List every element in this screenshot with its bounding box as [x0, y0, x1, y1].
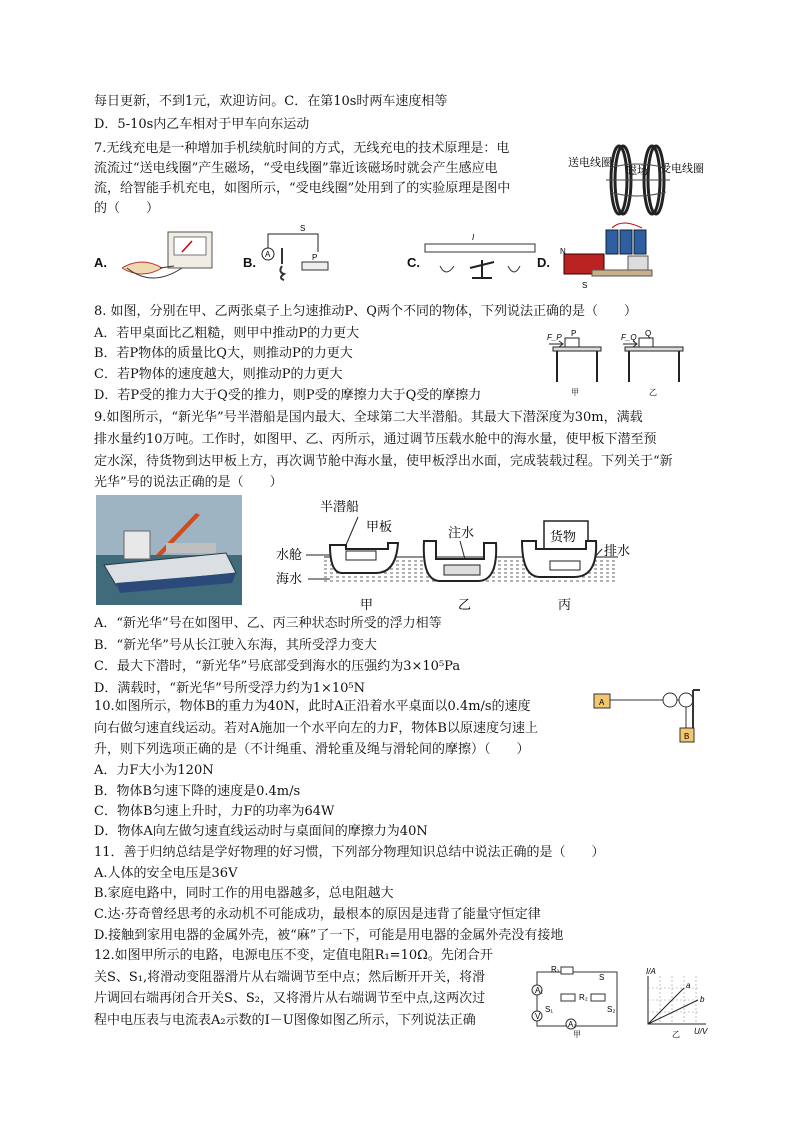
q8-option-c[interactable]: C．若P物体的速度越大，则推动P的力更大 [94, 367, 343, 382]
label-semi-submersible: 半潜船 [320, 500, 360, 515]
svg-text:S: S [599, 973, 605, 982]
svg-text:甲: 甲 [573, 1030, 581, 1038]
svg-text:R₂: R₂ [579, 993, 588, 1002]
ship-photo [96, 495, 242, 605]
send-coil-label: 送电线圈 [568, 157, 612, 169]
q11-option-d[interactable]: D.接触到家用电器的金属外壳，被“麻”了一下，可能是用电器的金属外壳没有接地 [94, 928, 564, 943]
q9-option-a[interactable]: A．“新光华”号在如图甲、乙、丙三种状态时所受的浮力相等 [94, 616, 442, 631]
q9-option-d[interactable]: D．满载时，“新光华”号所受浮力约为1×10⁵N [94, 681, 366, 696]
label-deck: 甲板 [366, 520, 393, 535]
q7-line: 流，给智能手机充电，如图所示，“受电线圈”处用到了的实验原理是图中 [94, 181, 511, 196]
q10-option-d[interactable]: D．物体A向左做匀速直线运动时与桌面间的摩擦力为40N [94, 824, 428, 839]
q12-stem: 片调回右端再闭合开关S、S₂，又将滑片从右端调节至中点,这两次过 [94, 991, 486, 1006]
svg-text:B: B [684, 732, 690, 741]
svg-text:U/V: U/V [694, 1027, 708, 1036]
q7-coil-figure [566, 142, 706, 217]
q11-option-c[interactable]: C.达·芬奇曾经思考的永动机不可能成功，最根本的原因是违背了能量守恒定律 [94, 907, 541, 922]
svg-text:I/A: I/A [646, 967, 656, 976]
q8-tables-figure [545, 330, 690, 400]
q7-option-a-figure [112, 228, 222, 288]
text-line: D．5-10s内乙车相对于甲车向东运动 [94, 117, 310, 132]
svg-text:N: N [560, 247, 566, 256]
svg-text:S: S [582, 281, 588, 290]
q10-option-b[interactable]: B．物体B匀速下降的速度是0.4m/s [94, 784, 301, 799]
svg-text:P: P [571, 330, 577, 338]
q8-option-d[interactable]: D．若P受的推力大于Q受的推力，则P受的摩擦力大于Q受的摩擦力 [94, 388, 482, 403]
q9-stem: 排水量约10万吨。工作时，如图甲、乙、丙所示，通过调节压载水舱中的海水量，使甲板下潜至预 [94, 432, 657, 447]
q12-stem: 12.如图甲所示的电路，电源电压不变，定值电阻R₁=10Ω。先闭合开 [94, 948, 493, 963]
q10-option-a[interactable]: A．力F大小为120N [94, 763, 214, 778]
q7-option-c[interactable]: C. [407, 255, 420, 270]
q9-semi-submersible-diagram [270, 497, 630, 615]
q9-stem: 光华”号的说法正确的是（ ） [94, 475, 283, 490]
text-line: 每日更新，不到1元，欢迎访问。C．在第10s时两车速度相等 [94, 94, 448, 109]
q10-stem: 10.如图所示，物体B的重力为40N，此时A正沿着水平桌面以0.4m/s的速度 [94, 699, 531, 714]
q10-stem: 向右做匀速直线运动。若对A施加一个水平向左的力F，物体B以原速度匀速上 [94, 721, 538, 736]
q8-stem: 8. 如图，分别在甲、乙两张桌子上匀速推动P、Q两个不同的物体，下列说法正确的是（ ） [94, 304, 637, 319]
label-bing: 丙 [558, 598, 572, 613]
q9-stem: 9.如图所示，“新光华”号半潜船是国内最大、全球第二大半潜船。其最大下潜深度为30m，满载 [94, 410, 643, 425]
q10-pulley-figure [590, 688, 715, 750]
label-yi: 乙 [458, 598, 472, 613]
q11-option-a[interactable]: A.人体的安全电压是36V [94, 866, 238, 881]
svg-text:A₂: A₂ [568, 1020, 577, 1029]
svg-text:A: A [265, 250, 271, 259]
label-sea: 海水 [276, 572, 303, 587]
svg-text:F_Q: F_Q [621, 333, 637, 342]
q7-option-d-figure [552, 220, 672, 292]
q7-line: 的（ ） [94, 201, 160, 216]
q12-stem: 程中电压表与电流表A₂示数的I－U图像如图乙所示，下列说法正确 [94, 1013, 476, 1028]
svg-text:b: b [700, 995, 705, 1004]
q7-line: 7.无线充电是一种增加手机续航时间的方式，无线充电的技术原理是：电 [94, 141, 510, 156]
receive-coil-label: 受电线圈 [660, 163, 704, 175]
svg-text:F_P: F_P [547, 333, 562, 342]
svg-text:A₁: A₁ [535, 986, 544, 995]
field-label: 磁场 [626, 165, 648, 177]
q12-iu-graph [636, 966, 712, 1038]
svg-text:P: P [312, 253, 318, 262]
svg-text:S₁: S₁ [545, 1005, 554, 1014]
label-cabin: 水舱 [276, 548, 303, 563]
q11-stem: 11．善于归纳总结是学好物理的好习惯，下列部分物理知识总结中说法正确的是（ ） [94, 845, 605, 860]
svg-text:a: a [686, 981, 691, 990]
svg-text:S₂: S₂ [607, 1005, 616, 1014]
q7-option-a[interactable]: A. [94, 255, 107, 270]
q9-stem: 定水深，待货物到达甲板上方，再次调节舱中海水量，使甲板浮出水面，完成装载过程。下列关于“新 [94, 454, 673, 469]
q10-option-c[interactable]: C．物体B匀速上升时，力F的功率为64W [94, 804, 335, 819]
svg-text:I: I [472, 233, 475, 242]
label-drain: 排水 [604, 544, 630, 559]
label-cargo: 货物 [550, 530, 577, 545]
q7-line: 流流过“送电线圈”产生磁场，“受电线圈”靠近该磁场时就会产生感应电 [94, 161, 498, 176]
label-inject: 注水 [448, 526, 475, 541]
q7-option-b-figure [258, 222, 338, 290]
q9-option-b[interactable]: B．“新光华”号从长江驶入东海，其所受浮力变大 [94, 638, 377, 653]
q7-option-b[interactable]: B. [243, 255, 256, 270]
q8-option-a[interactable]: A．若甲桌面比乙粗糙，则甲中推动P的力更大 [94, 326, 360, 341]
q7-option-c-figure [420, 226, 540, 288]
q9-option-c[interactable]: C．最大下潜时，“新光华”号底部受到海水的压强约为3×10⁵Pa [94, 659, 461, 674]
q12-stem: 关S、S₁,将滑动变阻器滑片从右端调节至中点；然后断开开关，将滑 [94, 970, 486, 985]
q10-stem: 升，则下列选项正确的是（不计绳重、滑轮重及绳与滑轮间的摩擦）（ ） [94, 742, 530, 757]
svg-text:乙: 乙 [672, 1030, 680, 1038]
label-jia: 甲 [360, 598, 374, 613]
svg-text:S: S [300, 224, 306, 233]
svg-text:甲: 甲 [571, 388, 579, 397]
q7-option-d[interactable]: D. [537, 255, 550, 270]
svg-text:V: V [535, 1012, 541, 1021]
q12-circuit-figure [527, 966, 627, 1038]
q8-option-b[interactable]: B．若P物体的质量比Q大，则推动P的力更大 [94, 346, 353, 361]
svg-text:R₁: R₁ [551, 966, 560, 974]
svg-text:A: A [599, 698, 605, 707]
svg-text:Q: Q [645, 330, 652, 338]
svg-text:乙: 乙 [649, 388, 657, 397]
q11-option-b[interactable]: B.家庭电路中，同时工作的用电器越多，总电阻越大 [94, 886, 394, 901]
